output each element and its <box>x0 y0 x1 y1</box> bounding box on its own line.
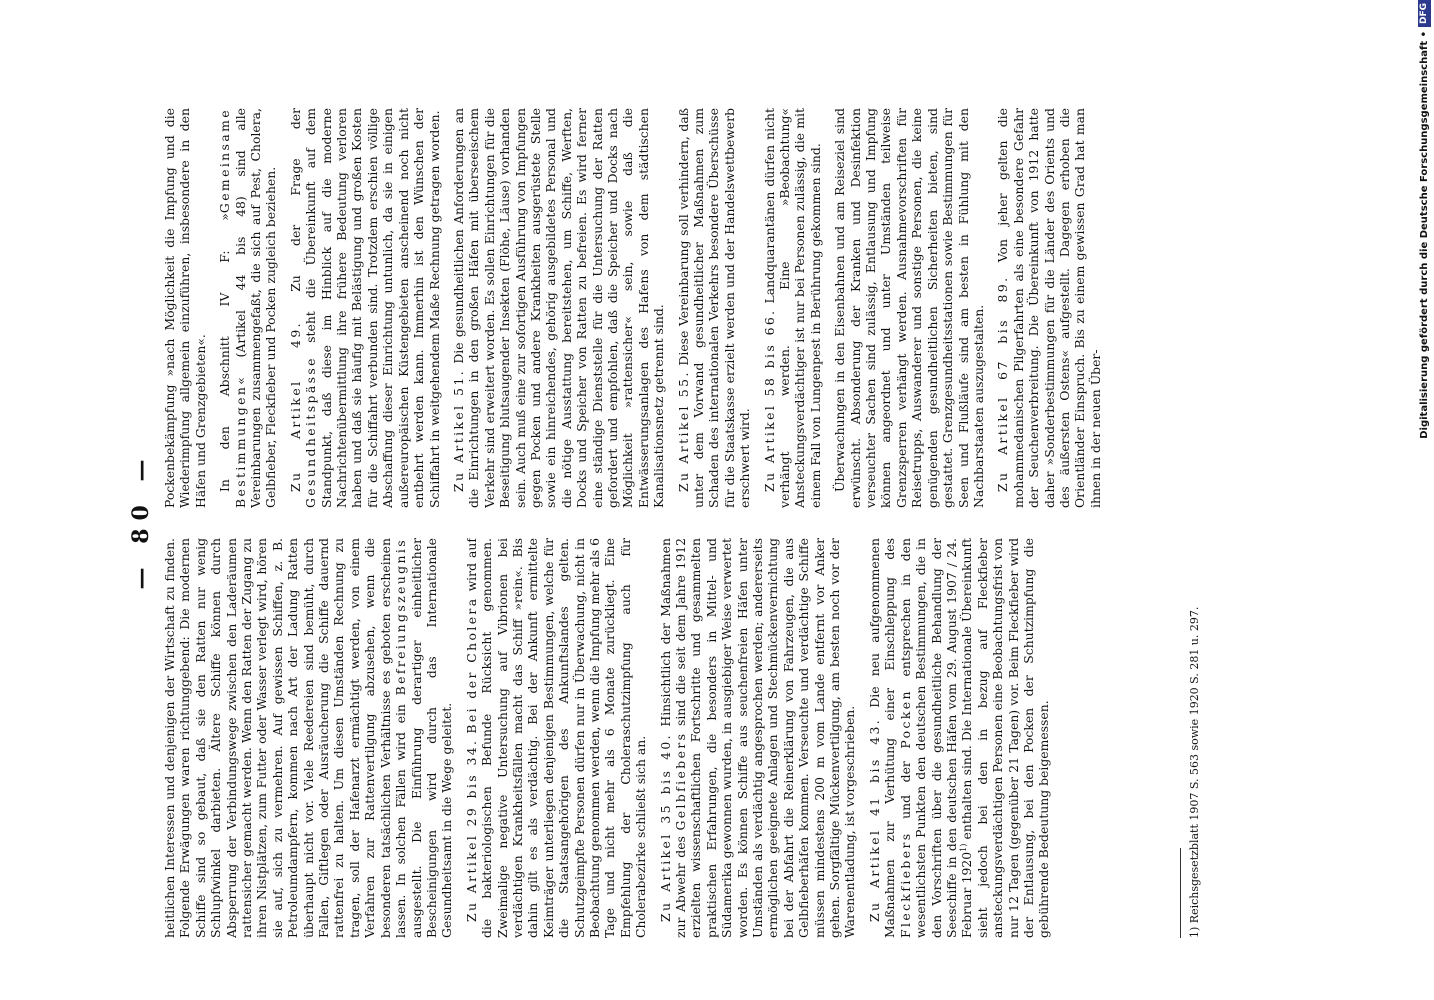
paragraph <box>867 538 1052 938</box>
paragraph-text: Die gesundheitlichen Anforderungen an die Einrichtungen in den großen Häfen mit überseeischem Verkehr sind erweitert worden. Es sollen Einrichtungen für die Beseitigung blutsaugender Insekten (Flöhe, Läuse) vorhanden sein. Auch muß eine zur sofortigen Ausführung von Impfungen gegen Pocken und andere Krankheiten ausgerüstete Stelle sowie ein hinreichendes, gehörig ausgebildetes Personal und die nötige Ausstattung bereitstehen, um Schiffe, Werften, Docks und Speicher von Ratten zu befreien. Es wird ferner eine ständige Dienststelle für die Untersuchung der Ratten gefordert und empfohlen, daß die Speicher und Docks nach Möglichkeit »rattensicher« sein, sowie daß die Entwässerungsanlagen des Hafens von dem städtischen Kanalisationsnetz getrennt sind. <box>450 108 667 508</box>
article-heading: Zu Artikel 55. <box>675 370 691 492</box>
paragraph-text: steht die Übereinkunft auf dem Standpunkt, daß diese im Hinblick auf die moderne Nachrichtenübermittlung ihre frühere Bedeutung verloren haben und daß sie häufig mit Belästigung und großen Kosten für die Schiffahrt verbunden sind. Trotzdem erschien völlige Abschaffung dieser Einrichtung untunlich, da sie in einigen außereuropäischen Küstengebieten anscheinend noch nicht entbehrt werden kann. Immerhin ist den Wünschen der Schiffahrt in weitgehendem Maße Rechnung getragen worden. <box>303 108 442 508</box>
footnote: 1) Reichsgesetzblatt 1907 S. 563 sowie 1920 S. 281 u. 297. <box>1188 606 1201 938</box>
paragraph-text: Landquarantänen dürfen nicht verhängt werden. Eine »Beobachtung« Ansteckungsverdächtiger ist nur bei Personen zulässig, die mit einem Fall von Lungenpest in Berührung gekommen sind. <box>761 108 823 508</box>
paragraph <box>451 108 667 508</box>
paragraph-text: enthalten sind. Die Internationale Übereinkunft sieht jedoch bei den in bezug auf Fleckfieber ansteckungsverdächtigen Personen eine Beobachtungsfrist von nur 12 Tagen (gegenüber 21 Tagen) vor. Beim Fleckfieber wird der Entlausung, bei den Pocken der Schutzimpfung die gebührende Bedeutung beigemessen. <box>959 538 1052 938</box>
paragraph <box>658 538 858 938</box>
article-heading: Zu Artikel 51. <box>450 368 466 492</box>
paragraph <box>832 108 986 508</box>
paragraph-text: sind die seit dem Jahre 1912 erzielten wissenschaftlichen Fortschritte und gesammelten praktischen Erfahrungen, die besonders in Mittel- und Südamerika gewonnen wurden, in ausgiebiger Weise verwertet worden. Es können Schiffe aus seuchenfreien Häfen unter Umständen als verdächtig angesprochen werden; andererseits ermöglichen geeignete Anlagen und Stechmückenvernichtung bei der Abfahrt die Reinerklärung von Fahrzeugen, die aus Gelbfieberhäfen kommen. Verseuchte und verdächtige Schiffe müssen mindestens 200 m vom Lande entfernt vor Anker gehen. Sorgfältige Mückenvertilgung, am besten noch vor der Warenentladung, ist vorgeschrieben. <box>673 538 858 938</box>
paragraph <box>676 108 753 508</box>
emphasized-term: Fleckfiebers <box>897 831 913 938</box>
paragraph <box>162 108 208 508</box>
paragraph-text: Überwachungen in den Eisenbahnen und am Reiseziel sind erwünscht. Absonderung der Kranken und Desinfektion verseuchter Sachen sind zulässig, Entlausung und Impfung können angeordnet und unter Umständen teilweise Grenzsperren verhängt werden. Ausnahmevorschriften für Reisetrupps, Auswanderer und sonstige Personen, die keine genügenden gesundheitlichen Sicherheiten bieten, sind gestattet. Grenzgesundheitsstationen sowie Bestimmungen für Seen und Flußläufe sind am besten in Fühlung mit den Nachbarstaaten auszugestalten. <box>832 108 986 508</box>
emphasized-term: Befreiungszeugnis <box>393 538 409 696</box>
paragraph <box>162 538 455 938</box>
article-heading: Zu Artikel 29 bis 34. <box>463 738 479 922</box>
footnote-divider <box>1180 848 1181 938</box>
paragraph-text: Hinsichtlich der Maßnahmen zur Abwehr des <box>657 538 688 938</box>
paragraph-text: « (Artikel 44 bis 48) sind alle Vereinbarungen zusammengefaßt, die sich auf Pest, Cholera, Gelbfieber, Fleckfieber und Pocken zugleich beziehen. <box>232 108 279 508</box>
emphasized-term: Gesundheitspässe <box>303 356 319 508</box>
article-heading: Zu Artikel 58 bis 66. <box>761 308 777 492</box>
dfg-logo: DFG <box>1418 0 1431 27</box>
paragraph-text: wird auf die bakteriologischen Befunde Rücksicht genommen. Zweimalige negative Untersuchung auf Vibrionen bei verdächtigen Krankheitsfällen macht das Schiff »rein«. Bis dahin gilt es als verdächtig. Bei der Ankunft ermittelte Keimträger unterliegen denjenigen Bestimmungen, welche für die Staatsangehörigen des Ankunftslandes gelten. Schutzgeimpfte Personen dürfen nur in Überwachung, nicht in Beobachtung genommen werden, wenn die Impfung mehr als 6 Tage und nicht mehr als 6 Monate zurückliegt. Eine Empfehlung der Choleraschutzimpfung auch für Cholerabezirke schließt sich an. <box>463 538 649 938</box>
paragraph-text: und der <box>897 761 913 819</box>
emphasized-term: Bei der Cholera <box>463 596 479 734</box>
paragraph-text: Pockenbekämpfung »nach Möglichkeit die Impfung und die Wiederimpfung allgemein einzuführen, insbesondere in den Häfen und Grenzgebieten«. <box>162 108 208 508</box>
text-column-left <box>162 538 1292 938</box>
paragraph <box>217 108 279 508</box>
paragraph-text: heitlichen Interessen und denjenigen der Wirtschaft zu finden. Folgende Erwägungen waren richtunggebend: Die modernen Schiffe sind so gebaut, daß sie den Ratten nur wenig Schlupfwinkel darbieten. Ältere Schiffe können durch Absperrung der Verbindungswege zwischen den Laderäumen rattensicher gemacht werden. Wenn den Ratten der Zugang zu ihren Nistplätzen, zum Futter oder Wasser verlegt wird, hören sie auf, sich zu vermehren. Auf gewissen Schiffen, z. B. Petroleumdampfern, kommen nach Art der Ladung Ratten überhaupt nicht vor. Viele Reedereien sind bemüht, durch Fallen, Giftlegen oder Ausräucherung die Schiffe dauernd rattenfrei zu halten. Um diesen Umständen Rechnung zu tragen, soll der Hafenarzt ermächtigt werden, von einem Verfahren zur Rattenvertilgung abzusehen, wenn die besonderen tatsächlichen Verhältnisse es geboten erscheinen lassen. In solchen Fällen wird ein <box>162 538 409 938</box>
paragraph <box>995 108 1103 508</box>
rotated-page-content <box>120 93 1300 948</box>
digitization-credit <box>1414 0 1434 1000</box>
paragraph-text: entsprechen in den wesentlichsten Punkten den deutschen Bestimmungen, die in den Vorschriften über die gesundheitliche Behandlung der Seeschiffe in den deutschen Häfen vom 29. August 1907 / 24. Februar 1920 <box>897 538 975 938</box>
text-column-right <box>162 108 1292 508</box>
article-heading: Zu Artikel 35 bis 40. <box>657 733 673 922</box>
paragraph <box>288 108 442 508</box>
digitization-credit-text <box>1416 0 1432 960</box>
paragraph-text: Von jeher gelten die mohammedanischen Pilgerfahrten als eine besondere Gefahr der Seuchenverbreitung. Die Übereinkunft von 1912 hatte daher »Sonderbestimmungen für die Länder des Orients und des äußersten Ostens« aufgestellt. Dagegen erhoben die Orientländer Einspruch. Bis zu einem gewissen Grad hat man ihnen in der neuen Über- <box>995 108 1103 508</box>
paragraph-text: Die neu aufgenommenen Maßnahmen zur Verhütung einer Einschleppung des <box>866 538 898 938</box>
paragraph-text: Zu der Frage der <box>287 108 303 292</box>
emphasized-term: Gemeinsame Bestimmungen <box>217 108 248 508</box>
article-heading: Zu Artikel 49. <box>287 321 303 492</box>
emphasized-term: Pocken <box>897 689 913 749</box>
paragraph-text: In den Abschnitt IV F: » <box>217 213 233 492</box>
credit-text: Digitalisierung gefördert durch die Deutsche Forschungsgemeinschaft • <box>1418 31 1430 439</box>
article-heading: Zu Artikel 41 bis 43. <box>866 717 882 922</box>
paragraph-text: Diese Vereinbarung soll verhindern, daß unter dem Vorwand gesundheitlicher Maßnahmen zum Schaden des internationalen Verkehrs besondere Überschüsse für die Staatskasse erzielt werden und der Handelswettbewerb erschwert wird. <box>675 108 753 508</box>
article-heading: Zu Artikel 67 bis 89. <box>995 275 1011 492</box>
emphasized-term: Gelbfiebers <box>673 731 688 831</box>
footnote-reference: 1) <box>959 843 969 852</box>
paragraph <box>464 538 649 938</box>
paragraph <box>762 108 824 508</box>
paragraph-text: ausgestellt. Die Einführung derartiger einheitlicher Bescheinigungen wird durch das Internationale Gesundheitsamt in die Wege geleitet. <box>408 538 455 938</box>
page-number: — 80 — <box>128 451 154 590</box>
